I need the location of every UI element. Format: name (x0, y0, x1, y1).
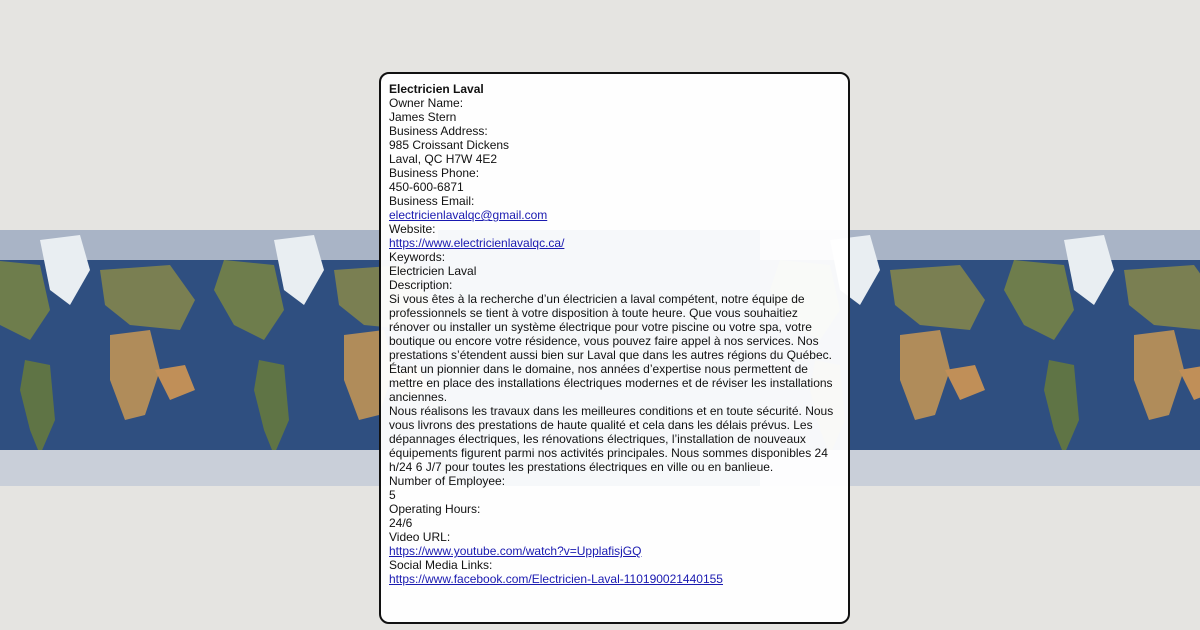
description-paragraph-2: Nous réalisons les travaux dans les meilleures conditions et en toute sécurité. Nous vous livrons des prestations de haute qualité et cela dans les délais prévus. Les dépannages électriques, les rénovations électriques, l’installation de nouveaux équipements figurent parmi nos activités principales. Nous sommes disponibles 24 h/24 6 J/7 pour toutes les prestations électriques en ville ou en banlieue. (389, 404, 834, 474)
email-link[interactable]: electricienlavalqc@gmail.com (389, 208, 548, 222)
owner-name: James Stern (389, 110, 457, 124)
description-label: Description: (389, 278, 453, 292)
keywords-value: Electricien Laval (389, 264, 477, 278)
keywords-label: Keywords: (389, 250, 446, 264)
employees-value: 5 (389, 488, 396, 502)
world-map-tile (994, 230, 1200, 486)
video-link[interactable]: https://www.youtube.com/watch?v=UpplafisjGQ (389, 544, 642, 558)
owner-label: Owner Name: (389, 96, 464, 110)
website-label: Website: (389, 222, 436, 236)
hours-value: 24/6 (389, 516, 413, 530)
phone-value: 450-600-6871 (389, 180, 464, 194)
hours-label: Operating Hours: (389, 502, 481, 516)
employees-label: Number of Employee: (389, 474, 506, 488)
social-label: Social Media Links: (389, 558, 493, 572)
business-title: Electricien Laval (389, 82, 484, 96)
address-line-1: 985 Croissant Dickens (389, 138, 510, 152)
address-label: Business Address: (389, 124, 488, 138)
description-paragraph-1: Si vous êtes à la recherche d’un électricien a laval compétent, notre équipe de professionnels se tient à votre disposition à toute heure. Que vous souhaitiez rénover ou installer un système électrique pour votre piscine ou votre spa, votre boutique ou encore votre résidence, vous pouvez faire appel à nos services. Nos prestations s’étendent aussi bien sur Laval que dans les autres régions du Québec. Étant un pionnier dans le domaine, nos années d’expertise nous permettent de mettre en place des installations électriques modernes et de réviser les installations anciennes. (389, 292, 833, 404)
social-link[interactable]: https://www.facebook.com/Electricien-Laval-110190021440155 (389, 572, 723, 586)
world-map-tile (0, 230, 204, 486)
email-label: Business Email: (389, 194, 475, 208)
business-listing-card (379, 72, 850, 624)
video-label: Video URL: (389, 530, 451, 544)
phone-label: Business Phone: (389, 166, 480, 180)
website-link[interactable]: https://www.electricienlavalqc.ca/ (389, 236, 565, 250)
address-line-2: Laval, QC H7W 4E2 (389, 152, 498, 166)
